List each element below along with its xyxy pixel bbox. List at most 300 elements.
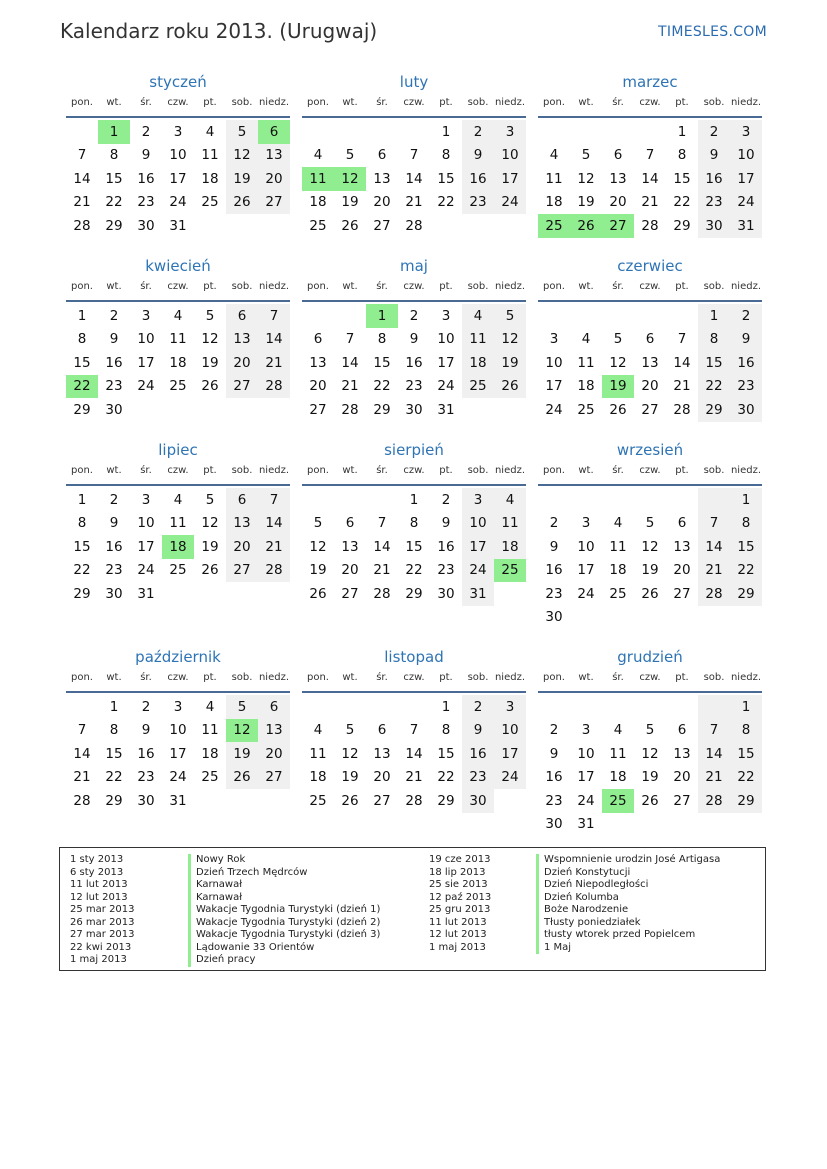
- day-cell: 19: [641, 562, 659, 579]
- day-cell: 8: [441, 722, 451, 739]
- empty-cell: [570, 120, 602, 144]
- day-cell: 14: [641, 170, 659, 187]
- day-cell: 20: [309, 378, 327, 395]
- day-cell: 25: [309, 792, 327, 809]
- day-cell: 21: [373, 562, 391, 579]
- day-cell: 23: [545, 585, 563, 602]
- legend-holiday-date: 25 mar 2013: [70, 904, 135, 915]
- empty-cell: [666, 304, 698, 328]
- weekday-label: wt.: [342, 672, 358, 683]
- weekday-label: pon.: [307, 465, 329, 476]
- day-cell: 14: [698, 742, 730, 766]
- day-cell: 15: [105, 745, 123, 762]
- day-cell: 13: [373, 170, 391, 187]
- empty-cell: [258, 582, 290, 606]
- day-cell: 13: [373, 745, 391, 762]
- empty-cell: [634, 695, 666, 719]
- day-cell: 18: [201, 745, 219, 762]
- day-grid: [66, 304, 290, 422]
- day-cell: 30: [730, 398, 762, 422]
- day-cell: 18: [201, 170, 219, 187]
- day-cell: 11: [609, 538, 627, 555]
- day-cell: 18: [309, 769, 327, 786]
- day-cell: 6: [226, 488, 258, 512]
- day-cell: 28: [258, 375, 290, 399]
- weekday-label: wt.: [342, 281, 358, 292]
- day-cell: 8: [730, 512, 762, 536]
- day-cell: 18: [462, 351, 494, 375]
- day-cell: 13: [258, 144, 290, 168]
- weekday-label: pon.: [71, 465, 93, 476]
- legend-holiday-date: 12 lut 2013: [429, 929, 487, 940]
- day-cell: 1: [77, 491, 87, 508]
- month-październik: [66, 647, 290, 813]
- day-cell: 14: [405, 745, 423, 762]
- day-cell: 24: [494, 766, 526, 790]
- empty-cell: [698, 606, 730, 630]
- weekday-label: wt.: [578, 672, 594, 683]
- legend-holiday-name: Dzień Trzech Mędrców: [188, 867, 380, 880]
- weekday-label: czw.: [167, 97, 189, 108]
- weekday-label: czw.: [167, 465, 189, 476]
- day-cell: 23: [137, 769, 155, 786]
- day-cell: 25: [201, 194, 219, 211]
- day-cell: 24: [169, 769, 187, 786]
- weekday-header: [302, 464, 526, 486]
- empty-cell: [634, 488, 666, 512]
- day-cell: 8: [730, 719, 762, 743]
- day-cell: 16: [462, 167, 494, 191]
- day-cell: 31: [462, 582, 494, 606]
- day-cell: 10: [577, 745, 595, 762]
- day-cell: 25: [577, 401, 595, 418]
- day-cell: 20: [258, 742, 290, 766]
- day-cell: 11: [609, 745, 627, 762]
- empty-cell: [334, 695, 366, 719]
- day-cell: 20: [341, 562, 359, 579]
- legend-holiday-date: 1 sty 2013: [70, 854, 124, 865]
- weekday-label: sob.: [231, 97, 253, 108]
- day-cell: 23: [105, 378, 123, 395]
- weekday-label: sob.: [467, 672, 489, 683]
- day-cell: 14: [73, 170, 91, 187]
- day-cell: 16: [545, 769, 563, 786]
- day-cell: 22: [373, 378, 391, 395]
- day-cell: 21: [73, 194, 91, 211]
- brand-link[interactable]: TIMESLES.COM: [658, 24, 767, 40]
- weekday-label: niedz.: [730, 465, 762, 476]
- weekday-label: niedz.: [258, 281, 290, 292]
- day-cell: 21: [698, 766, 730, 790]
- day-cell: 8: [409, 515, 419, 532]
- day-cell: 7: [698, 512, 730, 536]
- day-cell: 20: [226, 351, 258, 375]
- weekday-label: niedz.: [730, 97, 762, 108]
- day-cell: 26: [341, 217, 359, 234]
- day-cell: 13: [609, 170, 627, 187]
- day-cell: 26: [226, 191, 258, 215]
- day-cell: 6: [377, 722, 387, 739]
- empty-cell: [666, 606, 698, 630]
- day-cell: 16: [405, 354, 423, 371]
- weekday-label: pon.: [71, 672, 93, 683]
- day-cell: 27: [309, 401, 327, 418]
- day-cell: 13: [673, 745, 691, 762]
- page-title: Kalendarz roku 2013. (Urugwaj): [60, 19, 378, 43]
- day-cell: 7: [77, 147, 87, 164]
- empty-cell: [666, 488, 698, 512]
- day-cell: 29: [405, 585, 423, 602]
- day-cell: 19: [341, 194, 359, 211]
- empty-cell: [698, 813, 730, 837]
- day-cell: 27: [226, 559, 258, 583]
- legend-holiday-name: Boże Narodzenie: [536, 904, 720, 917]
- empty-cell: [634, 813, 666, 837]
- day-cell: 31: [577, 816, 595, 833]
- day-cell: 3: [173, 123, 183, 140]
- day-cell: 21: [73, 769, 91, 786]
- day-cell: 24: [137, 562, 155, 579]
- day-cell: 13: [226, 328, 258, 352]
- day-cell: 2: [141, 698, 151, 715]
- month-name: luty: [399, 73, 429, 91]
- empty-cell: [602, 813, 634, 837]
- day-cell: 18: [309, 194, 327, 211]
- day-cell: 19: [226, 167, 258, 191]
- day-cell: 16: [545, 562, 563, 579]
- day-cell: 1: [730, 488, 762, 512]
- day-cell: 7: [258, 304, 290, 328]
- empty-cell: [602, 606, 634, 630]
- weekday-label: śr.: [140, 97, 152, 108]
- day-cell: 9: [462, 719, 494, 743]
- day-cell: 30: [698, 214, 730, 238]
- day-cell: 30: [105, 401, 123, 418]
- day-cell: 10: [169, 147, 187, 164]
- legend-holiday-date: 6 sty 2013: [70, 866, 124, 878]
- empty-cell: [494, 214, 526, 238]
- day-cell: 22: [437, 194, 455, 211]
- day-cell: 2: [109, 307, 119, 324]
- weekday-label: pt.: [203, 672, 217, 683]
- day-cell: 10: [494, 719, 526, 743]
- day-cell: 25: [462, 375, 494, 399]
- empty-cell: [366, 120, 398, 144]
- day-cell: 2: [109, 491, 119, 508]
- day-cell: 16: [437, 538, 455, 555]
- day-cell: 14: [258, 328, 290, 352]
- day-cell: 5: [613, 331, 623, 348]
- day-cell: 16: [137, 745, 155, 762]
- legend-holiday-date: 19 cze 2013: [429, 854, 491, 865]
- weekday-label: czw.: [639, 465, 661, 476]
- empty-cell: [494, 582, 526, 606]
- day-grid: [66, 488, 290, 606]
- weekday-label: niedz.: [730, 672, 762, 683]
- day-cell: 30: [137, 217, 155, 234]
- day-cell: 18: [162, 535, 194, 559]
- day-cell: 29: [730, 582, 762, 606]
- day-cell: 3: [173, 698, 183, 715]
- weekday-label: sob.: [467, 281, 489, 292]
- day-cell: 6: [313, 331, 323, 348]
- empty-cell: [66, 695, 98, 719]
- weekday-label: czw.: [403, 672, 425, 683]
- day-cell: 10: [437, 331, 455, 348]
- day-cell: 30: [462, 789, 494, 813]
- day-cell: 28: [73, 217, 91, 234]
- empty-cell: [398, 695, 430, 719]
- month-listopad: [302, 647, 526, 813]
- day-cell: 17: [730, 167, 762, 191]
- day-cell: 2: [462, 695, 494, 719]
- day-cell: 7: [77, 722, 87, 739]
- day-cell: 17: [169, 745, 187, 762]
- day-cell: 20: [673, 769, 691, 786]
- legend-holiday-name: Dzień Kolumba: [536, 892, 720, 905]
- day-cell: 31: [137, 585, 155, 602]
- day-cell: 27: [341, 585, 359, 602]
- day-cell: 4: [205, 698, 215, 715]
- empty-cell: [162, 582, 194, 606]
- day-cell: 28: [673, 401, 691, 418]
- day-cell: 5: [205, 491, 215, 508]
- day-cell: 5: [313, 515, 323, 532]
- day-cell: 18: [609, 562, 627, 579]
- day-cell: 31: [169, 217, 187, 234]
- day-cell: 12: [341, 745, 359, 762]
- day-cell: 5: [205, 307, 215, 324]
- day-cell: 2: [730, 304, 762, 328]
- empty-cell: [366, 695, 398, 719]
- day-cell: 10: [730, 144, 762, 168]
- day-cell: 1: [98, 120, 130, 144]
- day-cell: 27: [258, 191, 290, 215]
- day-cell: 21: [405, 194, 423, 211]
- day-cell: 30: [545, 816, 563, 833]
- weekday-label: czw.: [403, 281, 425, 292]
- weekday-label: pt.: [675, 281, 689, 292]
- day-cell: 22: [73, 562, 91, 579]
- weekday-label: pon.: [71, 281, 93, 292]
- day-cell: 6: [258, 120, 290, 144]
- day-cell: 12: [609, 354, 627, 371]
- weekday-label: pon.: [543, 281, 565, 292]
- day-cell: 11: [169, 515, 187, 532]
- empty-cell: [634, 120, 666, 144]
- weekday-label: pon.: [307, 97, 329, 108]
- day-cell: 24: [545, 401, 563, 418]
- day-cell: 6: [377, 147, 387, 164]
- day-cell: 12: [641, 538, 659, 555]
- empty-cell: [462, 398, 494, 422]
- weekday-label: sob.: [703, 97, 725, 108]
- day-cell: 7: [677, 331, 687, 348]
- day-cell: 8: [77, 331, 87, 348]
- day-cell: 22: [673, 194, 691, 211]
- weekday-header: [538, 96, 762, 118]
- day-cell: 4: [313, 147, 323, 164]
- day-cell: 21: [341, 378, 359, 395]
- month-sierpień: [302, 440, 526, 606]
- day-cell: 15: [405, 538, 423, 555]
- day-cell: 5: [494, 304, 526, 328]
- day-cell: 11: [309, 745, 327, 762]
- weekday-label: sob.: [703, 672, 725, 683]
- day-cell: 8: [677, 147, 687, 164]
- day-cell: 19: [641, 769, 659, 786]
- day-cell: 5: [645, 515, 655, 532]
- day-cell: 21: [698, 559, 730, 583]
- day-cell: 17: [494, 167, 526, 191]
- day-cell: 23: [698, 191, 730, 215]
- empty-cell: [698, 695, 730, 719]
- day-cell: 1: [730, 695, 762, 719]
- weekday-label: wt.: [106, 672, 122, 683]
- weekday-label: pt.: [675, 465, 689, 476]
- day-cell: 20: [373, 769, 391, 786]
- weekday-label: śr.: [376, 281, 388, 292]
- day-cell: 12: [309, 538, 327, 555]
- day-cell: 14: [258, 512, 290, 536]
- empty-cell: [334, 304, 366, 328]
- day-cell: 11: [169, 331, 187, 348]
- month-name: październik: [135, 648, 221, 666]
- empty-cell: [634, 304, 666, 328]
- day-cell: 2: [549, 722, 559, 739]
- legend-holiday-name: Karnawał: [188, 879, 380, 892]
- day-cell: 11: [545, 170, 563, 187]
- day-cell: 15: [437, 745, 455, 762]
- day-grid: [538, 488, 762, 629]
- month-maj: [302, 256, 526, 422]
- day-cell: 30: [405, 401, 423, 418]
- weekday-header: [302, 280, 526, 302]
- day-cell: 15: [73, 354, 91, 371]
- empty-cell: [602, 120, 634, 144]
- weekday-label: pon.: [71, 97, 93, 108]
- day-cell: 28: [698, 582, 730, 606]
- empty-cell: [302, 120, 334, 144]
- day-cell: 2: [462, 120, 494, 144]
- day-cell: 3: [730, 120, 762, 144]
- day-cell: 3: [141, 307, 151, 324]
- weekday-label: śr.: [612, 672, 624, 683]
- day-cell: 9: [109, 331, 119, 348]
- day-cell: 19: [226, 742, 258, 766]
- day-cell: 12: [201, 331, 219, 348]
- day-cell: 24: [137, 378, 155, 395]
- day-cell: 5: [226, 695, 258, 719]
- day-cell: 9: [109, 515, 119, 532]
- day-cell: 2: [549, 515, 559, 532]
- day-cell: 1: [698, 304, 730, 328]
- day-cell: 29: [698, 398, 730, 422]
- day-cell: 12: [494, 328, 526, 352]
- weekday-label: śr.: [612, 281, 624, 292]
- day-cell: 7: [345, 331, 355, 348]
- empty-cell: [538, 695, 570, 719]
- day-cell: 25: [169, 562, 187, 579]
- empty-cell: [570, 488, 602, 512]
- legend-holiday-name: Wakacje Tygodnia Turystyki (dzień 1): [188, 904, 380, 917]
- weekday-label: pon.: [543, 672, 565, 683]
- day-cell: 6: [258, 695, 290, 719]
- day-cell: 10: [494, 144, 526, 168]
- day-cell: 9: [462, 144, 494, 168]
- weekday-label: sob.: [231, 465, 253, 476]
- day-cell: 22: [66, 375, 98, 399]
- day-cell: 19: [201, 354, 219, 371]
- legend-holiday-date: 18 lip 2013: [429, 866, 486, 878]
- day-cell: 20: [641, 378, 659, 395]
- empty-cell: [666, 813, 698, 837]
- day-cell: 8: [441, 147, 451, 164]
- weekday-label: wt.: [578, 281, 594, 292]
- day-cell: 6: [345, 515, 355, 532]
- weekday-label: śr.: [376, 97, 388, 108]
- day-cell: 19: [494, 351, 526, 375]
- day-cell: 21: [258, 535, 290, 559]
- day-cell: 24: [437, 378, 455, 395]
- day-cell: 7: [409, 722, 419, 739]
- legend-holiday-name: Dzień Niepodległości: [536, 879, 720, 892]
- day-grid: [538, 120, 762, 238]
- day-cell: 30: [545, 609, 563, 626]
- day-cell: 22: [105, 769, 123, 786]
- weekday-label: pt.: [439, 465, 453, 476]
- weekday-label: śr.: [376, 672, 388, 683]
- weekday-label: wt.: [106, 281, 122, 292]
- day-cell: 13: [641, 354, 659, 371]
- weekday-label: śr.: [376, 465, 388, 476]
- empty-cell: [538, 304, 570, 328]
- weekday-label: czw.: [639, 97, 661, 108]
- empty-cell: [602, 304, 634, 328]
- legend-holiday-name: 1 Maj: [536, 942, 720, 955]
- day-cell: 10: [169, 722, 187, 739]
- day-cell: 19: [602, 375, 634, 399]
- day-cell: 22: [437, 769, 455, 786]
- legend-holiday-name: Wakacje Tygodnia Turystyki (dzień 2): [188, 917, 380, 930]
- day-cell: 7: [258, 488, 290, 512]
- day-cell: 28: [405, 792, 423, 809]
- empty-cell: [538, 120, 570, 144]
- day-cell: 28: [405, 217, 423, 234]
- day-cell: 21: [641, 194, 659, 211]
- day-cell: 8: [698, 328, 730, 352]
- empty-cell: [130, 398, 162, 422]
- day-grid: [538, 304, 762, 422]
- empty-cell: [258, 214, 290, 238]
- day-cell: 25: [602, 789, 634, 813]
- legend-holiday-date: 1 maj 2013: [429, 941, 486, 953]
- legend-holiday-name: Nowy Rok: [188, 854, 380, 867]
- day-cell: 20: [609, 194, 627, 211]
- day-cell: 15: [373, 354, 391, 371]
- day-cell: 26: [641, 792, 659, 809]
- day-cell: 10: [137, 515, 155, 532]
- day-cell: 16: [137, 170, 155, 187]
- day-cell: 15: [673, 170, 691, 187]
- empty-cell: [194, 789, 226, 813]
- day-cell: 29: [105, 792, 123, 809]
- empty-cell: [430, 214, 462, 238]
- day-cell: 14: [341, 354, 359, 371]
- empty-cell: [226, 582, 258, 606]
- month-name: sierpień: [384, 441, 444, 459]
- day-cell: 9: [141, 147, 151, 164]
